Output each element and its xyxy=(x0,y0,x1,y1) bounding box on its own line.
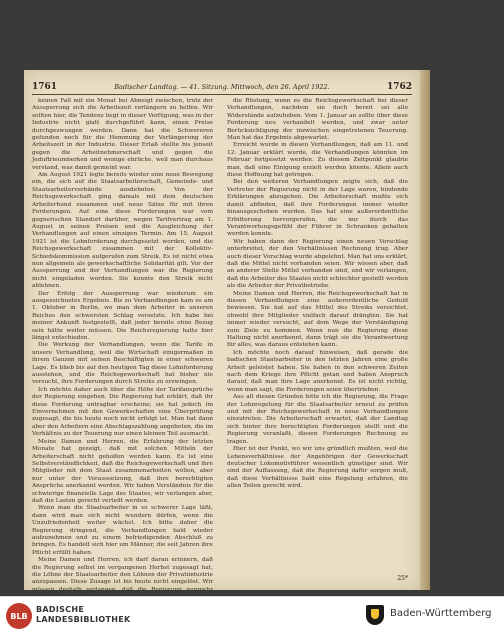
page-title: Badischer Landtag. — 41. Sitzung. Mittwoch, den 26. April 1922. xyxy=(114,83,330,91)
paragraph: Aus all diesen Gründen bitte ich die Regierung, die Frage der Lohnregelung für die Staatsarbeiter erneut zu prüfen und mit der Reichsgewerkschaft in neue Verhandlungen einzutreten. Die Arbeiterschaft erwartet, daß der Landtag sich hinter ihre berechtigten Forderungen stellt und die Regierung veranlaßt, diesen Forderungen Rechnung zu tragen. xyxy=(227,394,408,445)
text-column-left xyxy=(32,98,213,593)
paragraph: Wenn man die Staatsarbeiter in so schwerer Lage läßt, dann wird man sich nicht wundern dürfen, wenn die Unzufriedenheit weiter wächst. Ich bitte daher die Regierung dringend, die Verhandlungen bald wieder aufzunehmen und zu einem befriedigenden Abschluß zu bringen. Es handelt sich hier um Männer, die seit Jahren ihre Pflicht erfüllt haben. xyxy=(32,505,213,556)
paragraph: Wir haben dann der Regierung einen neuen Vorschlag unterbreitet, der den Verhältnissen Rechnung trug. Aber auch dieser Vorschlag wurde abgelehnt. Man hat uns erklärt, daß die Mittel nicht vorhanden seien. Wir wissen aber, daß an anderer Stelle Mittel vorhanden sind, und wir verlangen, daß die Arbeiter des Staates nicht schlechter gestellt werden als die Arbeiter der Privatbetriebe. xyxy=(227,238,408,290)
page-number-left: 1761 xyxy=(32,82,58,92)
text-column-right xyxy=(227,98,408,572)
library-name[interactable] xyxy=(36,605,131,625)
page-edge xyxy=(420,70,430,590)
paragraph: die Rüstung, wenn es die Reichsgewerkschaft bei dieser Verhandlungen, nachdem sie doch bereit sei alle Widerstände aufzuheben. Vom 1. Januar an sollte über diese Forderung neu verhandelt werden, und zwar unter Berücksichtigung der inzwischen eingetretenen Teuerung. Man hat das Ergebnis abgewartet. xyxy=(227,98,408,142)
page-number-right: 1762 xyxy=(386,82,412,92)
page-header xyxy=(32,82,412,94)
coat-of-arms-icon[interactable] xyxy=(366,605,384,625)
paragraph: Am August 1921 legte bereits wieder eine neue Bewegung ein, die sich auf die Staatsarbeiterschaft, Gemeinde- und Staatsarbeiterverbände ausdehnten. Von der Reichsgewerkschaft ging damals mit dem deutschen Arbeiterbund zusammen und neue Sätze für mit ihren Forderungen. Auf eine diese Forderungen war vom gegnerischen Standort darüber, wegen Tarifvertrag am 1. August in seinen Preisen und die Ausgleichung der Verhandlungen auf einen einzigen Termin. Am 15. August 1921 ist die Lohnforderung durchgesetzt worden, und die Reichsgewerkschaft zusammen mit der Kollektiv-Schiedskommission aufgerufen zum Streik. Es ist nicht etwa nun allgemein als gewerkschaftliche Solidarität gilt. Vor der Aussperrung und der Verhandlungen war die Regierung nicht eingeladen worden. Sie konnte den Streik nicht ablehnen. xyxy=(32,172,213,290)
header-divider xyxy=(32,94,412,95)
signature-mark: 25* xyxy=(397,575,408,582)
paragraph: Der Erfolg der Aussperrung war wiederum ein ausgezeichnetes Ergebnis. Bis zu Verhandlungen kam es am 1. Oktober in Berlin, wo man dem Arbeiter in unseren Reiches den schwersten Schlag versetzte. Ich habe bei meiner Ankunft festgestellt, daß jeder bereits ohne Bezug sein hätte weiter müssen. Die Reichsregierung hatte hier längst entschieden. xyxy=(32,290,213,341)
scanned-page xyxy=(24,70,420,593)
paragraph: Bei den weiteren Verhandlungen zeigte sich, daß die Vertreter der Regierung nicht in der Lage waren, bindende Erklärungen abzugeben. Die Arbeiterschaft mußte sich damit abfinden, daß ihre Forderungen immer wieder hinausgeschoben wurden. Das hat eine außerordentliche Erbitterung hervorgerufen, die nur durch das Verantwortungsgefühl der Führer in Schranken gehalten werden konnte. xyxy=(227,179,408,238)
library-name-line2: LANDESBIBLIOTHEK xyxy=(36,615,131,624)
paragraph: Meine Damen und Herren, die Reichsgewerkschaft hat in diesen Verhandlungen eine außerordentliche Geduld bewiesen. Sie hat auf das Mittel des Streiks verzichtet, obwohl ihre Mitglieder vielfach darauf drängten. Sie hat immer wieder versucht, auf dem Wege der Verständigung zum Ziele zu kommen. Wenn nun die Regierung diese Haltung nicht anerkennt, dann trägt sie die Verantwortung für alles, was daraus entstehen kann. xyxy=(227,290,408,349)
paragraph: Die Werkung der Verhandlungen, wenn die Tarife in unsere Verhandlung, weil die Wirtschaft einigermaßen in ihrem Ganzen mit seinen Beschäftigten in einer schweren Lage. Es blieb bis auf den heutigen Tag diese Lohnforderung ausstehen, und die Reichsgewerkschaft hat bisher nie versucht, ihre Forderungen durch Streiks zu erzwingen. xyxy=(32,342,213,386)
paragraph: keinen Fall mit ein Monat bei Abneigt zwischen, trotz der Aussperrung sich die Arbeitszeit verlängern zu helfen. Wir sollten hier, die Tendenz liegt in dieser Verfügung, was in der Industrie nicht glatt durchgeführt kann, einen Preise durchgezwungen werden. Dann hat die Schwereren gefunden noch für die Hemmung der Verlängerung der Arbeitszeit in der Industrie. Dieser Erlaß stellte bis jenseit gegen die Arbeitnehmerschaft und gegen die Jeduftrieumberken und wenige ehrliche, weil man durchaus verstand, was damit gemeint war. xyxy=(32,98,213,171)
paragraph: Ich möchte daher auch über die Höhe der Tarifansprüche der Regierung eingehen. Die Regierung hat erklärt, daß ihr diese Forderung untragbar erscheine; sie hat jedoch im Einvernehmen mit den Gewerkschaften eine Überprüfung zugesagt, die bis heute noch nicht erfolgt ist. Man hat dann aber den Arbeitern eine Abschlagszahlung angeboten, die im Verhältnis zu der Teuerung nur einen kleinen Teil ausmacht. xyxy=(32,386,213,438)
paragraph: Meine Damen und Herren, die Erfahrung der letzten Monate hat gezeigt, daß mit solchen Mitteln der Arbeiterschaft nicht geholfen werden kann. Es ist eine Selbstverständlichkeit, daß die Reichsgewerkschaft und ihre Mitglieder mit dem Staat zusammenarbeiten wollen, aber nur unter der Voraussetzung, daß ihre berechtigten Ansprüche anerkannt werden. Wir haben Verständnis für die schwierige finanzielle Lage des Staates, wir verlangen aber, daß die Lasten gerecht verteilt werden. xyxy=(32,438,213,504)
library-name-line1: BADISCHE xyxy=(36,605,85,614)
paragraph: Erreicht wurde in diesen Verhandlungen, daß am 11. und 12. Januar erklärt wurde, die Verhandlungen könnten im Februar fortgesetzt werden. Zu diesem Zeitpunkt glaubte man, daß eine Einigung erzielt werden könnte. Allein auch diese Hoffnung hat getrogen. xyxy=(227,142,408,179)
blb-logo-icon[interactable]: BLB xyxy=(6,603,32,629)
paragraph: Hier ist der Punkt, wo wir uns gründlich mußten, weil die Lebensverhältnisse der Angehörigen der Gewerkschaft deutscher Lokomotivführer wesentlich günstiger sind. Wir sind der Auffassung, daß die Regierung dafür sorgen muß, daß diese Verhältnisse bald eine Regelung erfahren, die allen Teilen gerecht wird. xyxy=(227,446,408,490)
footer-bar xyxy=(0,596,504,633)
paragraph: Ich möchte noch darauf hinweisen, daß gerade die badischen Staatsarbeiter in den letzten Jahren eine große Arbeit geleistet haben. Sie haben in den schweren Zeiten nach dem Kriege ihre Pflicht getan und haben Anspruch darauf, daß man ihre Lage anerkennt. Es ist nicht richtig, wenn man sagt, die Forderungen seien übertrieben. xyxy=(227,349,408,393)
paragraph: Meine Damen und Herren, ich darf daran erinnern, daß die Regierung selbst im vergangenen Herbst zugesagt hat, die Löhne der Staatsarbeiter den Löhnen der Privatindustrie anzupassen. Diese Zusage ist bis heute nicht eingelöst. Wir müssen deshalb verlangen, daß die Regierung nunmehr xyxy=(32,557,213,593)
state-name[interactable]: Baden-Württemberg xyxy=(390,608,492,619)
